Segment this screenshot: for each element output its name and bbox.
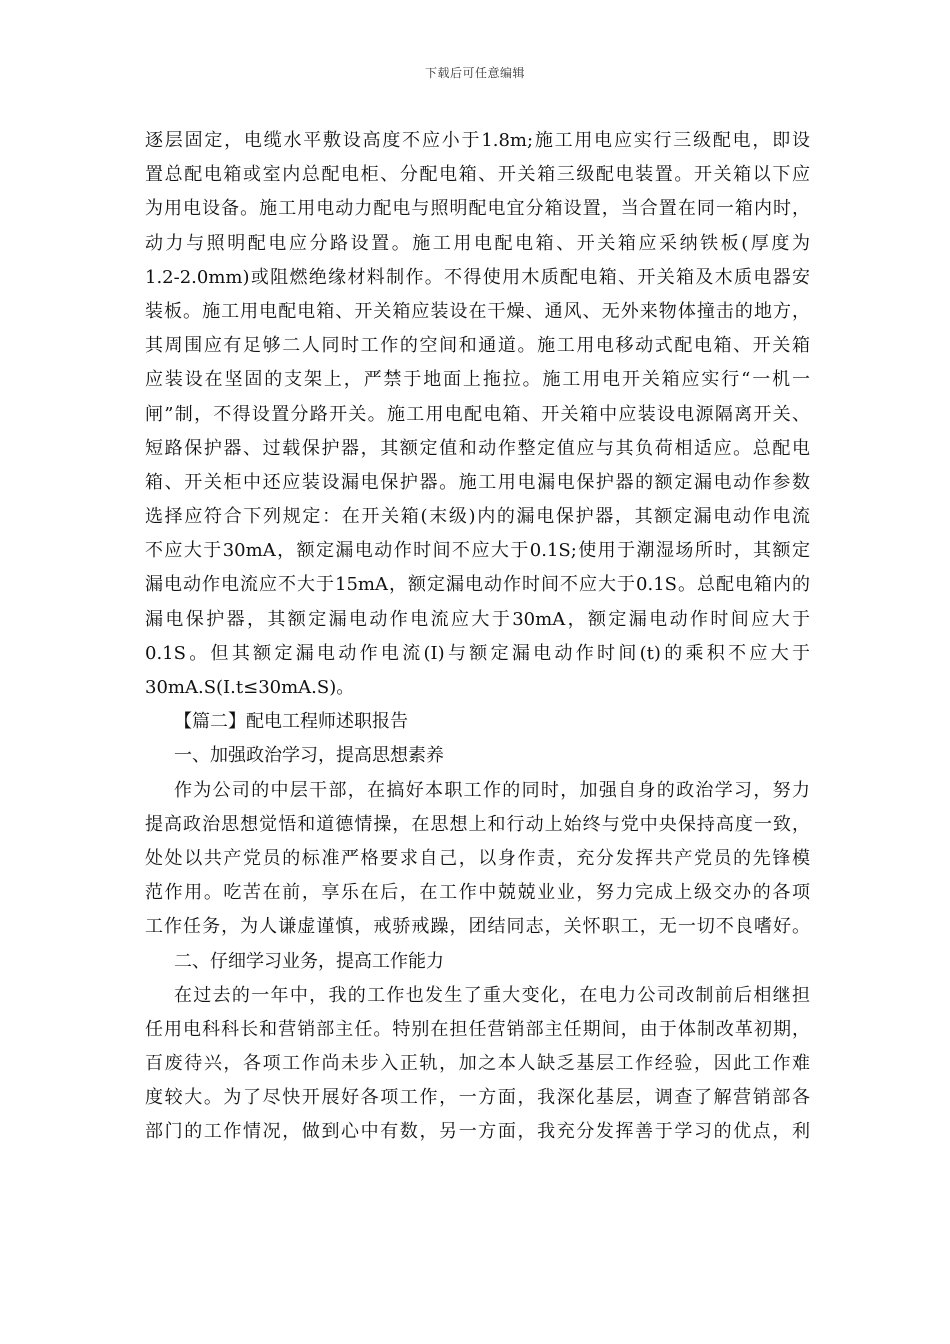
text-line: 漏电动作电流应不大于15mA，额定漏电动作时间不应大于0.1S。总配电箱内的 (145, 574, 810, 596)
text-line: 处处以共产党员的标准严格要求自己，以身作责，充分发挥共产党员的先锋模 (145, 847, 810, 869)
text-line: 箱、开关柜中还应装设漏电保护器。施工用电漏电保护器的额定漏电动作参数 (145, 471, 810, 493)
text-line: 不应大于30mA，额定漏电动作时间不应大于0.1S;使用于潮湿场所时，其额定 (145, 540, 810, 562)
text-line: 逐层固定，电缆水平敷设高度不应小于1.8m;施工用电应实行三级配电，即设 (145, 130, 810, 151)
text-line: 百废待兴，各项工作尚未步入正轨，加之本人缺乏基层工作经验，因此工作难 (145, 1053, 810, 1075)
text-line: 【篇二】配电工程师述职报告 (174, 711, 408, 733)
text-line: 0.1S。但其额定漏电动作电流(I)与额定漏电动作时间(t)的乘积不应大于 (145, 642, 810, 664)
text-line: 1.2-2.0mm)或阻燃绝缘材料制作。不得使用木质配电箱、开关箱及木质电器安 (145, 266, 810, 288)
text-line: 30mA.S(I.t≤30mA.S)。 (145, 677, 355, 698)
text-line: 短路保护器、过载保护器，其额定值和动作整定值应与其负荷相适应。总配电 (145, 437, 810, 459)
text-line: 任用电科科长和营销部主任。特别在担任营销部主任期间，由于体制改革初期， (145, 1018, 810, 1040)
text-line: 动力与照明配电应分路设置。施工用电配电箱、开关箱应采纳铁板(厚度为 (145, 232, 810, 254)
text-line: 其周围应有足够二人同时工作的空间和通道。施工用电移动式配电箱、开关箱 (145, 335, 810, 357)
text-line: 作为公司的中层干部，在搞好本职工作的同时，加强自身的政治学习，努力 (174, 779, 810, 801)
text-line: 提高政治思想觉悟和道德情操，在思想上和行动上始终与党中央保持高度一致， (145, 813, 810, 835)
text-line: 一、加强政治学习，提高思想素养 (174, 745, 444, 767)
text-line: 度较大。为了尽快开展好各项工作，一方面，我深化基层，调查了解营销部各 (145, 1087, 810, 1109)
text-line: 部门的工作情况，做到心中有数，另一方面，我充分发挥善于学习的优点，利 (145, 1121, 810, 1143)
text-line: 在过去的一年中，我的工作也发生了重大变化，在电力公司改制前后相继担 (174, 984, 810, 1006)
page-header: 下载后可任意编辑 (424, 66, 525, 80)
text-line: 置总配电箱或室内总配电柜、分配电箱、开关箱三级配电装置。开关箱以下应 (145, 164, 810, 186)
text-line: 漏电保护器，其额定漏电动作电流应大于30mA，额定漏电动作时间应大于 (145, 608, 810, 630)
text-line: 为用电设备。施工用电动力配电与照明配电宜分箱设置，当合置在同一箱内时， (145, 198, 810, 220)
document-body (145, 124, 810, 1150)
text-line: 应装设在坚固的支架上，严禁于地面上拖拉。施工用电开关箱应实行“一机一 (145, 369, 810, 391)
text-line: 装板。施工用电配电箱、开关箱应装设在干燥、通风、无外来物体撞击的地方， (145, 300, 810, 322)
text-line: 闸”制，不得设置分路开关。施工用电配电箱、开关箱中应装设电源隔离开关、 (145, 403, 810, 425)
text-line: 选择应符合下列规定：在开关箱(末级)内的漏电保护器，其额定漏电动作电流 (145, 506, 810, 528)
text-line: 二、仔细学习业务，提高工作能力 (174, 950, 444, 972)
text-line: 范作用。吃苦在前，享乐在后，在工作中兢兢业业，努力完成上级交办的各项 (145, 882, 810, 904)
text-line: 工作任务，为人谦虚谨慎，戒骄戒躁，团结同志，关怀职工，无一切不良嗜好。 (145, 916, 810, 938)
